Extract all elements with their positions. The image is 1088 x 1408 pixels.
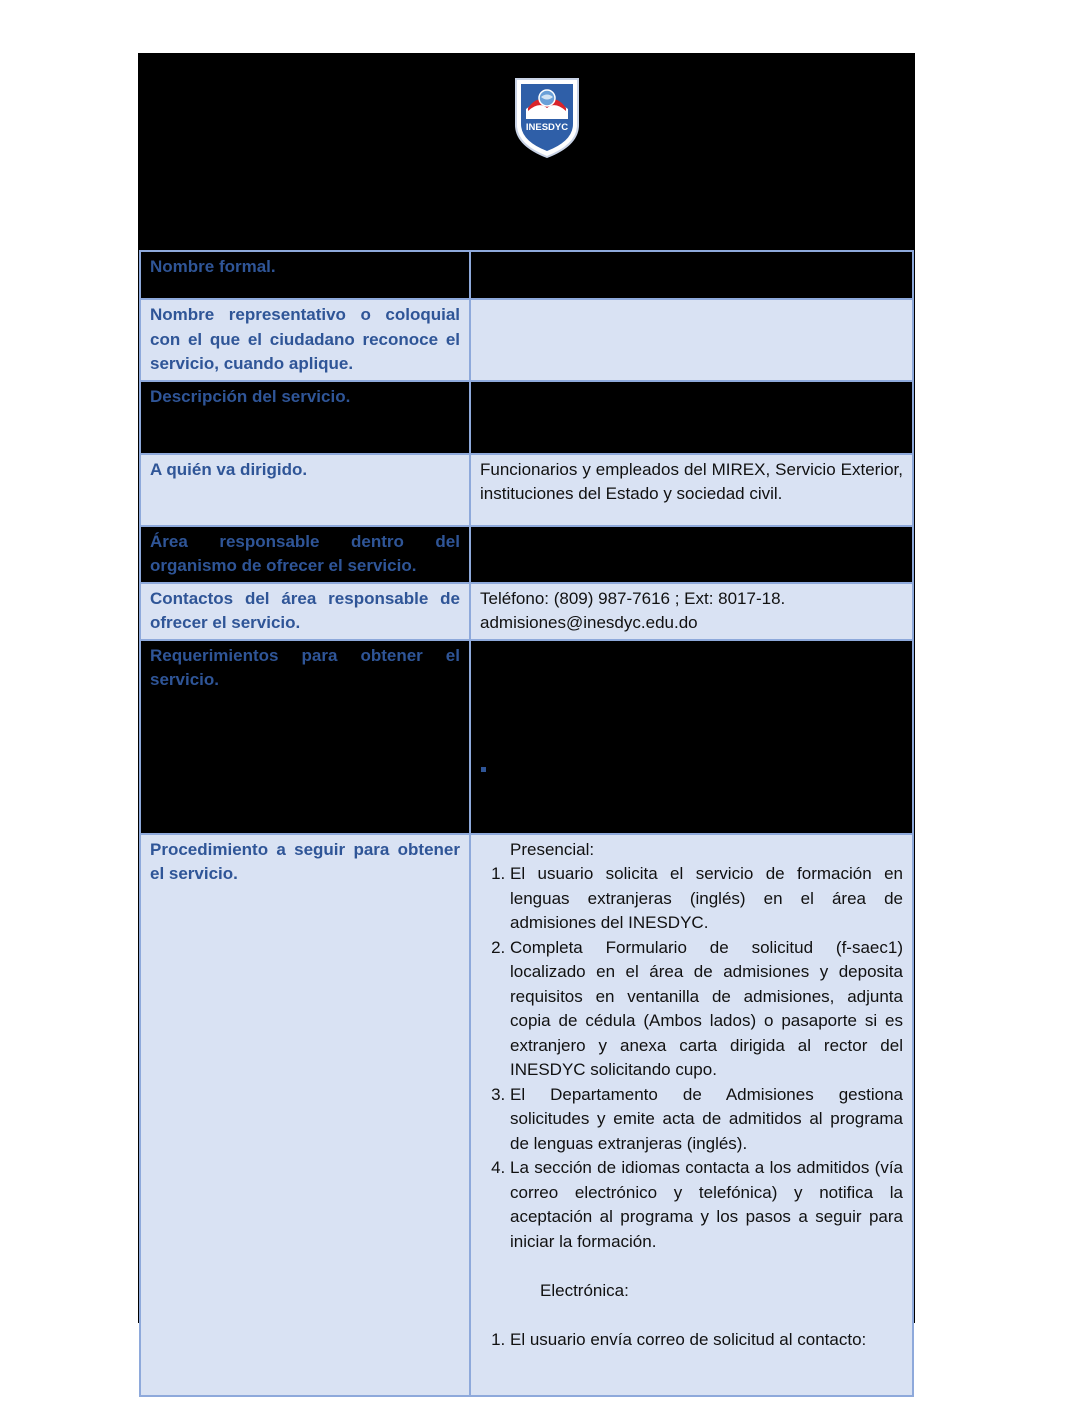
inesdyc-logo <box>512 75 582 159</box>
requerimientos-content <box>471 641 912 829</box>
area-responsable-label: Área responsable dentro del organismo de ofrecer el servicio. <box>140 526 470 583</box>
row-area-responsable <box>140 526 913 583</box>
area-responsable-value <box>470 526 913 583</box>
bullet-marker <box>481 767 486 772</box>
procedimiento-label: Procedimiento a seguir para obtener el servicio. <box>140 834 470 1397</box>
header-band <box>138 53 915 250</box>
row-nombre-formal <box>140 251 913 299</box>
contactos-label: Contactos del área responsable de ofrecer el servicio. <box>140 583 470 640</box>
requerimientos-value <box>470 640 913 834</box>
logo-text: INESDYC <box>525 122 569 133</box>
spacer <box>480 1254 903 1279</box>
procedimiento-value <box>470 834 913 1397</box>
nombre-formal-label: Nombre formal. <box>140 251 470 299</box>
row-nombre-coloquial <box>140 299 913 381</box>
dirigido-value: Funcionarios y empleados del MIREX, Servicio Exterior, instituciones del Estado y sociedad civil. <box>470 454 913 526</box>
service-info-table <box>139 250 914 1397</box>
list-item: 1. El usuario envía correo de solicitud al contacto: <box>510 1328 903 1353</box>
list-item: 3. El Departamento de Admisiones gestiona solicitudes y emite acta de admitidos al programa de lenguas extranjeras (inglés). <box>510 1083 903 1157</box>
nombre-coloquial-value <box>470 299 913 381</box>
presencial-heading: Presencial: <box>510 839 595 859</box>
nombre-formal-value <box>470 251 913 299</box>
requerimientos-label: Requerimientos para obtener el servicio. <box>140 640 470 834</box>
electronica-heading: Electrónica: <box>540 1280 629 1300</box>
row-contactos <box>140 583 913 640</box>
row-requerimientos <box>140 640 913 834</box>
contact-email[interactable]: admisiones@inesdyc.edu.do <box>480 613 698 632</box>
contactos-value <box>470 583 913 640</box>
descripcion-value <box>470 381 913 454</box>
row-descripcion <box>140 381 913 454</box>
electronica-steps <box>480 1328 903 1353</box>
list-item: 4. La sección de idiomas contacta a los admitidos (vía correo electrónico y telefónica) y notifica la aceptación al programa y los pasos a seguir para iniciar la formación. <box>510 1156 903 1254</box>
document-page <box>138 53 915 1349</box>
spacer <box>480 1303 903 1328</box>
contact-phone: Teléfono: (809) 987-7616 ; Ext: 8017-18. <box>480 588 786 608</box>
row-procedimiento <box>140 834 913 1397</box>
list-item: 2. Completa Formulario de solicitud (f-saec1) localizado en el área de admisiones y deposita requisitos en ventanilla de admisiones, adjunta copia de cédula (Ambos lados) o pasaporte si es extranjero y anexa carta dirigida al rector del INESDYC solicitando cupo. <box>510 936 903 1083</box>
dirigido-label: A quién va dirigido. <box>140 454 470 526</box>
presencial-steps <box>480 862 903 1254</box>
descripcion-label: Descripción del servicio. <box>140 381 470 454</box>
nombre-coloquial-label: Nombre representativo o coloquial con el que el ciudadano reconoce el servicio, cuando aplique. <box>140 299 470 381</box>
spacer <box>480 1352 903 1392</box>
row-dirigido <box>140 454 913 526</box>
list-item: 1. El usuario solicita el servicio de formación en lenguas extranjeras (inglés) en el área de admisiones del INESDYC. <box>510 862 903 936</box>
